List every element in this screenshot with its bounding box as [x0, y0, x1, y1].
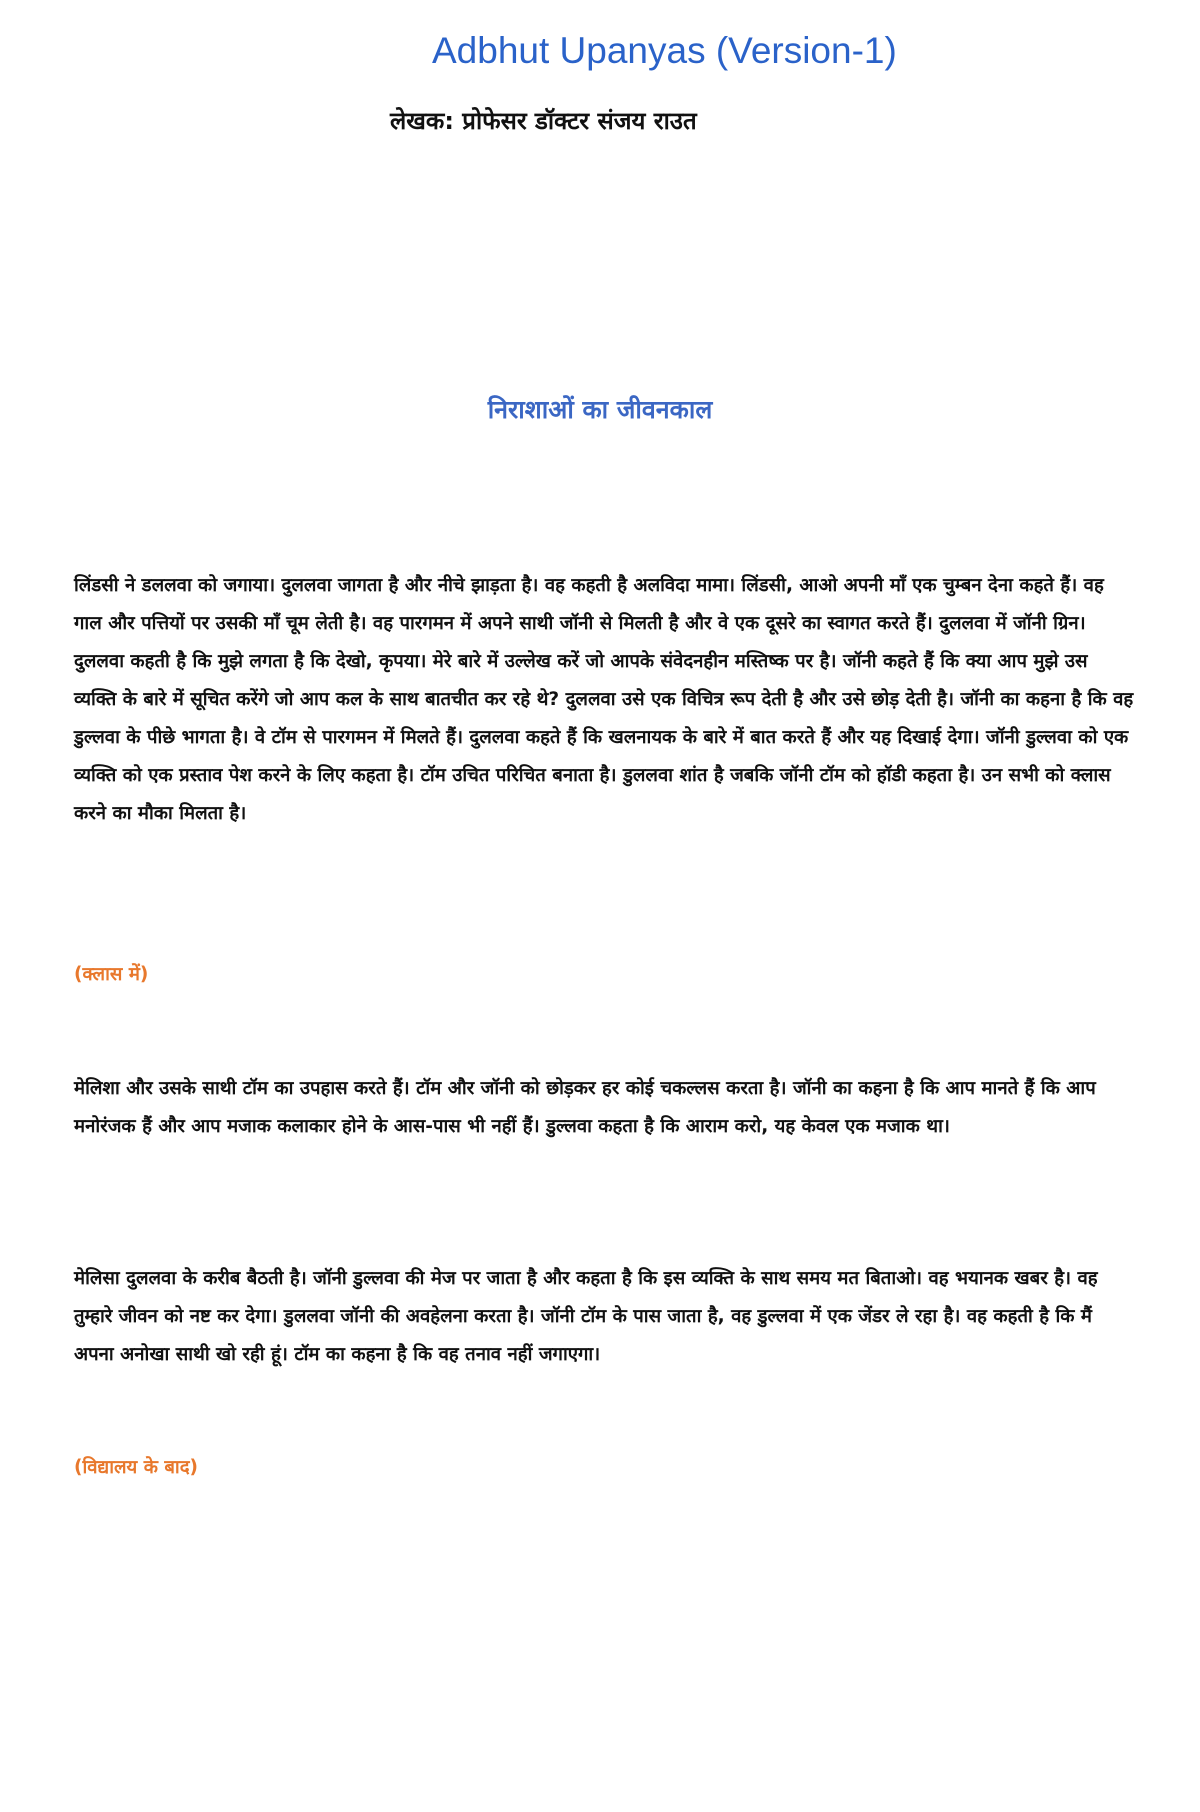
paragraph-3: मेलिसा दुललवा के करीब बैठती है। जॉनी डुल्लवा की मेज पर जाता है और कहता है कि इस व्यक्ति के साथ समय मत बिताओ। वह भयानक खबर है। वह तुम्हारे जीवन को नष्ट कर देगा। डुललवा जॉनी की अवहेलना करता है। जॉनी टॉम के पास जाता है, वह डुल्लवा में एक जेंडर ले रहा है। वह कहती है कि मैं अपना अनोखा साथी खो रही हूं। टॉम का कहना है कि वह तनाव नहीं जगाएगा। [74, 1268, 1098, 1365]
document-title: Adbhut Upanyas (Version-1) [432, 30, 897, 71]
chapter-title: निराशाओं का जीवनकाल [487, 395, 713, 424]
scene-heading-class: (क्लास में) [74, 964, 149, 985]
paragraph-2: मेलिशा और उसके साथी टॉम का उपहास करते हैं। टॉम और जॉनी को छोड़कर हर कोई चकल्लस करता है। जॉनी का कहना है कि आप मानते हैं कि आप मनोरंजक हैं और आप मजाक कलाकार होने के आस-पास भी नहीं हैं। डुल्लवा कहता है कि आराम करो, यह केवल एक मजाक था। [74, 1078, 1096, 1137]
author-line: लेखक: प्रोफेसर डॉक्टर संजय राउत [390, 107, 697, 135]
scene-heading-after-school: (विद्यालय के बाद) [74, 1457, 198, 1478]
paragraph-1: लिंडसी ने डललवा को जगाया। दुललवा जागता है और नीचे झाड़ता है। वह कहती है अलविदा मामा। लिंडसी, आओ अपनी माँ एक चुम्बन देना कहते हैं। वह गाल और पत्तियों पर उसकी माँ चूम लेती है। वह पारगमन में अपने साथी जॉनी से मिलती है और वे एक दूसरे का स्वागत करते हैं। दुललवा में जॉनी ग्रिन। दुललवा कहती है कि मुझे लगता है कि देखो, कृपया। मेरे बारे में उल्लेख करें जो आपके संवेदनहीन मस्तिष्क पर है। जॉनी कहते हैं कि क्या आप मुझे उस व्यक्ति के बारे में सूचित करेंगे जो आप कल के साथ बातचीत कर रहे थे? दुललवा उसे एक विचित्र रूप देती है और उसे छोड़ देती है। जॉनी का कहना है कि वह डुल्लवा के पीछे भागता है। वे टॉम से पारगमन में मिलते हैं। दुललवा कहते हैं कि खलनायक के बारे में बात करते हैं और यह दिखाई देगा। जॉनी डुल्लवा को एक व्यक्ति को एक प्रस्ताव पेश करने के लिए कहता है। टॉम उचित परिचित बनाता है। डुललवा शांत है जबकि जॉनी टॉम को हॉडी कहता है। उन सभी को क्लास करने का मौका मिलता है। [74, 575, 1134, 824]
